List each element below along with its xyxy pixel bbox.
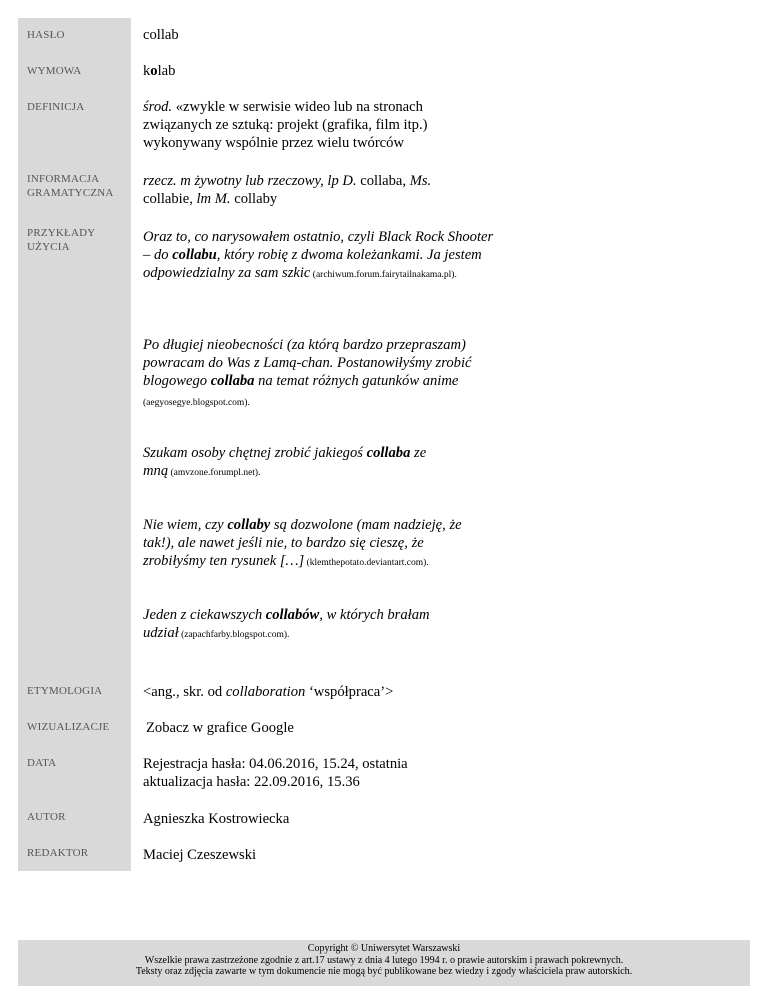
definition-qualifier: środ. [143, 99, 173, 115]
label-autor: AUTOR [27, 811, 66, 823]
label-redaktor: REDAKTOR [27, 847, 89, 859]
footer-line: Copyright © Uniwersytet Warszawski [307, 943, 461, 954]
grammar-part: collaba, [356, 173, 410, 189]
label-przyklady [27, 226, 95, 254]
example-2 [143, 336, 493, 412]
pron-stress: o [150, 63, 158, 79]
example-text: na temat różnych gatunków anime [254, 373, 459, 389]
example-text: , w których brałam udział [143, 607, 430, 641]
label-wizualizacje: WIZUALIZACJE [27, 721, 110, 733]
label-haslo: HASŁO [27, 29, 65, 41]
example-keyword: collabów [265, 607, 320, 623]
grammar-part: Ms. [409, 173, 432, 189]
pron-part: k [143, 63, 151, 79]
entry-dates: Rejestracja hasła: 04.06.2016, 15.24, ostatnia aktualizacja hasła: 22.09.2016, 15.36 [143, 756, 408, 790]
example-4 [143, 516, 473, 572]
example-3 [143, 444, 453, 482]
example-5 [143, 606, 463, 644]
editor: Maciej Czeszewski [143, 847, 257, 863]
label-definicja: DEFINICJA [27, 101, 85, 113]
pronunciation [143, 62, 503, 80]
pron-part: lab [157, 63, 176, 79]
example-keyword: collabu [172, 247, 217, 263]
grammar-part: lm M. [196, 191, 231, 207]
example-source: (aegyosegye.blogspot.com). [143, 398, 250, 408]
example-keyword: collaba [366, 445, 411, 461]
label-line: INFORMACJA [27, 173, 100, 185]
copyright-footer [18, 940, 750, 986]
example-text: Jeden z ciekawszych [143, 607, 266, 623]
google-images-link[interactable]: Zobacz w grafice Google [146, 720, 294, 736]
example-source: (zapachfarby.blogspot.com). [178, 630, 290, 640]
grammar-info [143, 172, 463, 208]
label-line: GRAMATYCZNA [27, 187, 114, 199]
grammar-part: collaby [230, 191, 278, 207]
example-source: (amvzone.forumpl.net). [168, 468, 261, 478]
footer-line: Teksty oraz zdjęcia zawarte w tym dokumencie nie mogą być publikowane bez wiedzy i zgody właściciela praw autorskich. [135, 966, 633, 977]
label-line: UŻYCIA [27, 241, 70, 253]
example-source: (archiwum.forum.fairytailnakama.pl). [310, 270, 457, 280]
example-source: (klemthepotato.deviantart.com). [304, 558, 429, 568]
grammar-part: rzecz. m żywotny lub rzeczowy, lp D. [143, 173, 357, 189]
example-keyword: collaba [210, 373, 255, 389]
author: Agnieszka Kostrowiecka [143, 811, 290, 827]
label-line: PRZYKŁADY [27, 227, 96, 239]
etymology-source-word: collaboration [225, 684, 306, 700]
headword: collab [143, 27, 179, 43]
footer-line: Wszelkie prawa zastrzeżone zgodnie z art.17 ustawy z dnia 4 lutego 1994 r. o prawie autorskim i prawach pokrewnych. [144, 954, 624, 966]
etymology-part: ‘współpraca’> [305, 684, 394, 700]
definition-text: «zwykle w serwisie wideo lub na stronach związanych ze sztuką: projekt (grafika, film itp.) wykonywany wspólnie przez wielu twórców [143, 99, 428, 151]
example-text: Nie wiem, czy [143, 517, 228, 533]
example-1 [143, 228, 498, 284]
label-column [18, 18, 131, 871]
label-info-gram [27, 172, 114, 200]
grammar-part: collabie, [143, 191, 197, 207]
label-data: DATA [27, 757, 57, 769]
example-text: ze mną [143, 445, 427, 479]
example-text: są dozwolone (mam nadzieję, że tak!), ale nawet jeśli nie, to bardzo się cieszę, że zrobiłyśmy ten rysunek […] [143, 517, 462, 569]
example-keyword: collaby [227, 517, 271, 533]
example-text: Oraz to, co narysowałem ostatnio, czyli Black Rock Shooter – do [143, 229, 494, 263]
example-text: , który robię z dwoma koleżankami. Ja jestem odpowiedzialny za sam szkic [143, 247, 482, 281]
definition [143, 98, 473, 152]
example-text: Po długiej nieobecności (za którą bardzo przepraszam) powracam do Was z Lamą-chan. Postanowiłyśmy zrobić blogowego [143, 337, 472, 389]
etymology-part: <ang., skr. od [143, 684, 226, 700]
example-text: Szukam osoby chętnej zrobić jakiegoś [143, 445, 367, 461]
etymology [143, 683, 503, 701]
label-wymowa: WYMOWA [27, 65, 82, 77]
label-etymologia: ETYMOLOGIA [27, 685, 103, 697]
